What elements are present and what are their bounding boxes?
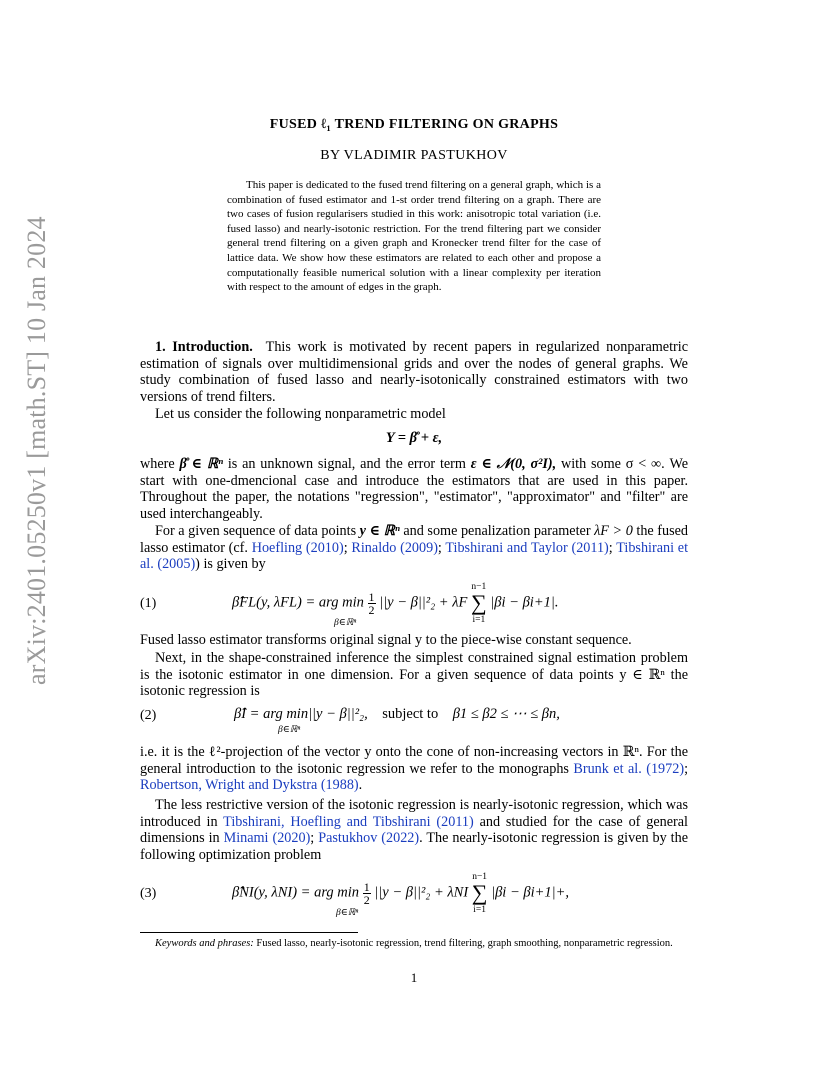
p8-text-c: . The nearly-isotonic regression is given by the following optimization problem	[140, 830, 689, 863]
intro-paragraph-4: For a given sequence of data points y ∈ ℝⁿ and some penalization parameter λF > 0 the fused lasso estimator (cf. Hoefling (2010); Rinaldo (2009); Tibshirani and Taylor (2011); Tibshirani et al. (2005)) is given by	[140, 523, 689, 573]
eq1-rhs: |βi − βi+1|.	[490, 594, 559, 611]
citation-tibshirani-hoefling-tibshirani[interactable]: Tibshirani, Hoefling and Tibshirani (2011)	[223, 813, 474, 830]
citation-pastukhov[interactable]: Pastukhov (2022)	[318, 830, 420, 847]
intro-paragraph-6: Next, in the shape-constrained inference the simplest constrained signal estimation problem is the isotonic estimator in one dimension. For a given sequence of data points y ∈ ℝⁿ the isotonic regression is	[140, 650, 688, 700]
eq3-subscript: β∈ℝⁿ	[336, 908, 359, 918]
intro-paragraph-5: Fused lasso estimator transforms original signal y to the piece-wise constant sequence.	[140, 632, 632, 648]
equation-2	[234, 706, 560, 735]
citation-hoefling[interactable]: Hoefling (2010)	[251, 539, 344, 556]
eq1-sum: n−1 ∑ i=1	[470, 582, 487, 625]
paper-title: FUSED ℓ₁ TREND FILTERING ON GRAPHS	[269, 117, 559, 132]
eq1-lhs: β̂FL(y, λFL) = arg min	[232, 594, 364, 611]
eq2-subscript: β∈ℝⁿ	[278, 725, 301, 735]
intro-paragraph-3	[140, 456, 688, 522]
citation-tibshirani-taylor[interactable]: Tibshirani and Taylor (2011)	[445, 539, 609, 556]
p3-text-c: is an unknown signal, and the error term	[227, 456, 466, 472]
arxiv-stamp-text: arXiv:2401.05250v1 [math.ST] 10 Jan 2024	[22, 216, 51, 685]
p4-text-a: For a given sequence of data points	[155, 523, 357, 539]
citation-minami[interactable]: Minami (2020)	[223, 830, 311, 847]
model-equation-text: Y = β̊ + ε,	[385, 430, 443, 446]
citation-rinaldo[interactable]: Rinaldo (2009)	[351, 539, 438, 556]
equation-3-number: (3)	[140, 886, 157, 901]
footnote-text: Fused lasso, nearly-isotonic regression, trend filtering, graph smoothing, nonparametric regression.	[256, 938, 673, 949]
p3-math-b: β̊ ∈ ℝⁿ	[179, 456, 224, 472]
intro-paragraph-2: Let us consider the following nonparametric model	[155, 406, 446, 422]
intro-paragraph-7: i.e. it is the ℓ²-projection of the vector y onto the cone of non-increasing vectors in ℝⁿ. For the general introduction to the isotonic regression we refer to the monographs Brunk et al. (1972); Robertson, Wright and Dykstra (1988).	[140, 744, 689, 794]
footnote-rule	[140, 932, 358, 933]
page-number: 1	[410, 970, 418, 985]
citation-robertson-wright-dykstra[interactable]: Robertson, Wright and Dykstra (1988)	[140, 777, 359, 794]
eq3-middle: ||y − β||²₂ + λNI	[374, 884, 469, 901]
section-heading: 1. Introduction.	[155, 339, 253, 355]
p8-text-b: and studied for the case of general dimensions in	[140, 813, 688, 847]
eq2-lhs: β̂I = arg min||y − β||²₂,	[234, 706, 368, 722]
equation-3	[232, 870, 569, 916]
eq2-condition: β1 ≤ β2 ≤ ⋯ ≤ βn,	[452, 706, 560, 722]
eq3-sum: n−1 ∑ i=1	[471, 872, 488, 915]
paper-author: BY VLADIMIR PASTUKHOV	[320, 148, 508, 163]
intro-text-1: This work is motivated by recent papers in regularized nonparametric estimation of signals over multidimensional grids and over the nodes of general graphs. We study combination of fused lasso and nearly-isotonically constrained estimators with two versions of trend filters.	[140, 339, 689, 405]
equation-1	[232, 580, 558, 626]
eq2-condition-label: subject to	[382, 706, 439, 722]
eq3-lhs: β̂NI(y, λNI) = arg min	[232, 884, 360, 901]
eq1-middle: ||y − β||²₂ + λF	[379, 594, 468, 611]
eq3-fraction: $\frac{1}{2}$	[363, 879, 370, 907]
citation-brunk[interactable]: Brunk et al. (1972)	[573, 760, 685, 777]
p4-math-b: y ∈ ℝⁿ	[359, 523, 400, 539]
equation-2-number: (2)	[140, 708, 157, 723]
p8-text-a: The less restrictive version of the isotonic regression is nearly-isotonic regression, which was introduced in	[140, 797, 688, 830]
p4-text-c: and some penalization parameter	[403, 523, 591, 539]
p3-text-e: with some σ < ∞. We start with one-dmencional case and introduce the estimators that are used in this paper. Throughout the paper, the notations "regression", "estimator", "approximator" and "filter" are used interchangeably.	[140, 456, 689, 522]
p3-text-a: where	[140, 456, 175, 472]
intro-paragraph-8: The less restrictive version of the isotonic regression is nearly-isotonic regression, which was introduced in Tibshirani, Hoefling and Tibshirani (2011) and studied for the case of general dimensions in Minami (2020); Pastukhov (2022). The nearly-isotonic regression is given by the following optimization problem	[140, 797, 689, 863]
citation-tibshirani-et-al[interactable]: Tibshirani et al. (2005)	[140, 539, 689, 573]
eq1-fraction: $\frac{1}{2}$	[368, 589, 375, 617]
p4-math-d: λF > 0	[594, 523, 633, 539]
eq3-rhs: |βi − βi+1|+,	[491, 884, 570, 901]
model-equation	[0, 430, 828, 447]
eq1-subscript: β∈ℝⁿ	[334, 618, 357, 628]
p7-text-a: i.e. it is the ℓ²-projection of the vector y onto the cone of non-increasing vectors in ℝⁿ. For the general introduction to the isotonic regression we refer to the monographs	[140, 744, 688, 777]
intro-paragraph-1	[140, 339, 688, 405]
p3-math-d: ε ∈ 𝒩(0, σ²I),	[470, 456, 557, 472]
footnote-label: Keywords and phrases:	[155, 938, 254, 949]
equation-1-number: (1)	[140, 596, 157, 611]
p4-text-f: ) is given by	[195, 556, 266, 573]
footnote	[140, 937, 688, 951]
abstract: This paper is dedicated to the fused trend filtering on a general graph, which is a combination of fused estimator and 1-st order trend filtering on a graph. There are two cases of fusion regularisers studied in this work: anisotropic total variation (i.e. fused lasso) and nearly-isotonic restriction. For the trend filtering part we consider general trend filtering on a given graph and Kronecker trend filter for the case of lattice data. We show how these estimators are related to each other and propose a computationally feasible numerical solution with a linear complexity per iteration with respect to the amount of edges in the graph.	[227, 179, 601, 294]
p4-text-e: the fused lasso estimator (cf.	[140, 523, 689, 556]
